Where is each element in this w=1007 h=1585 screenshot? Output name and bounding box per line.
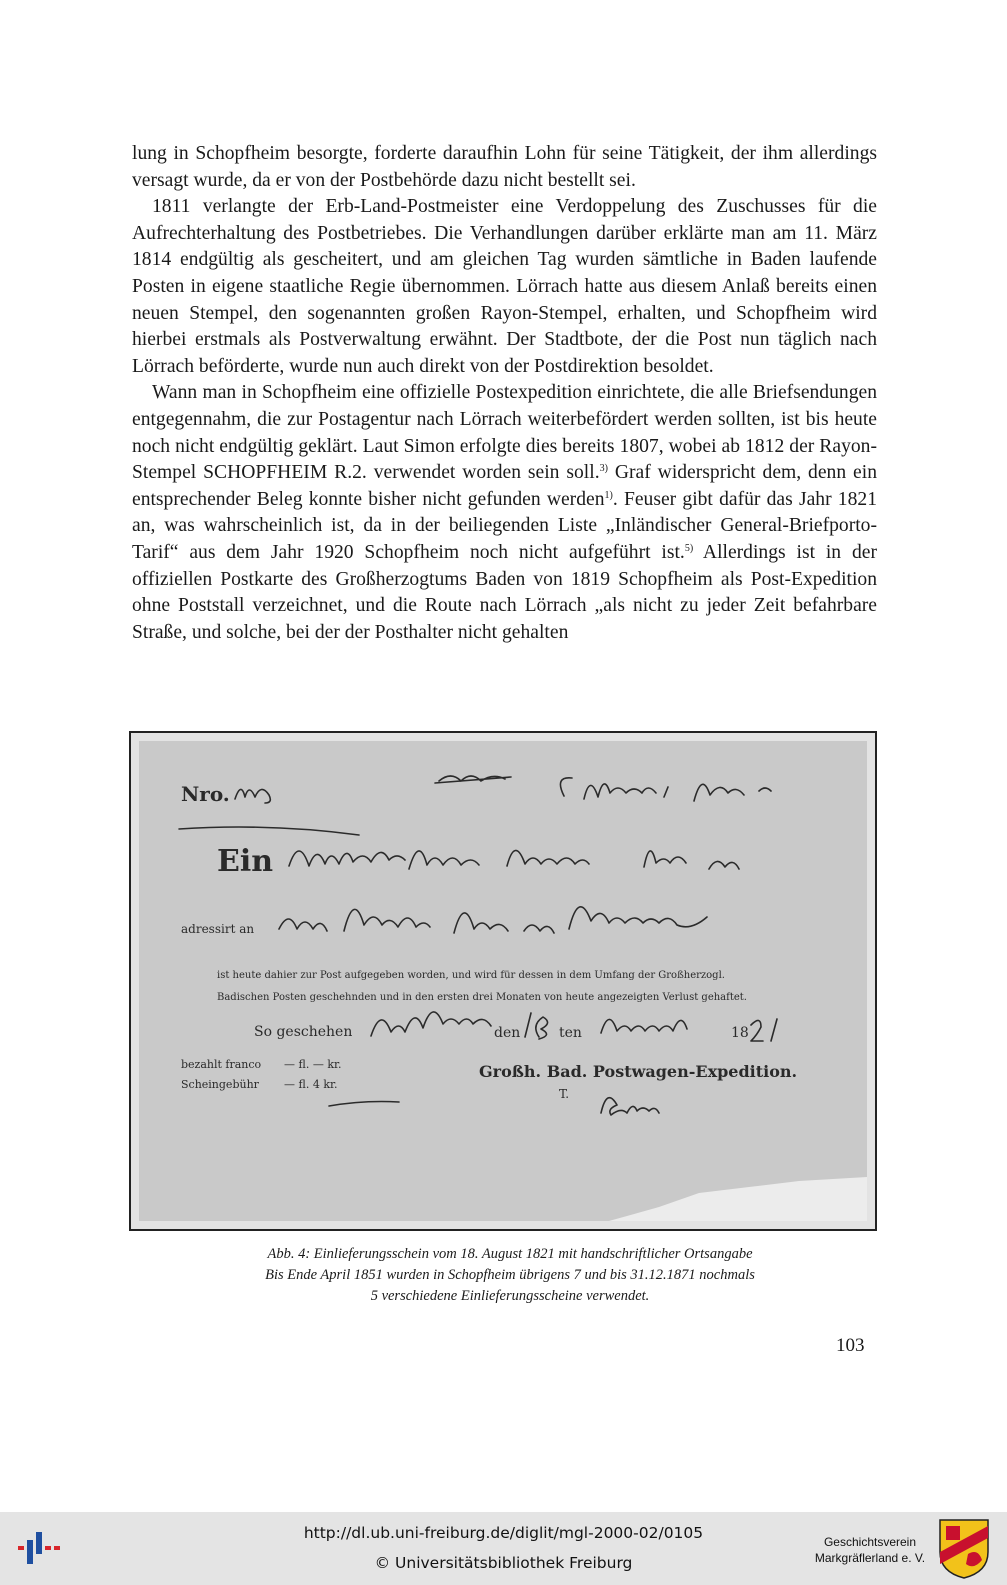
copyright-notice: © Universitätsbibliothek Freiburg [374, 1554, 633, 1572]
year-prefix: 18 [731, 1025, 749, 1041]
source-url-link[interactable]: http://dl.ub.uni-freiburg.de/diglit/mgl-2000-02/0105 [303, 1524, 704, 1542]
footer-bar [0, 1512, 1007, 1585]
caption-line: Abb. 4: Einlieferungsschein vom 18. August 1821 mit handschriftlicher Ortsangabe [267, 1246, 753, 1262]
handwritten-item-description [289, 850, 739, 869]
printed-liability-line: Badischen Posten geschehnden und in den ersten drei Monaten von heute angezeigten Verlust gehaftet. [217, 992, 747, 1003]
bezahlt-franco-value: — fl. — kr. [284, 1058, 342, 1071]
receipt-paper [139, 741, 867, 1221]
adressirt-label: adressirt an [181, 922, 255, 936]
page-number: 103 [836, 1335, 865, 1356]
fee-underline [329, 1102, 399, 1107]
receipt-photo [129, 731, 877, 1231]
society-name-line: Geschichtsverein [823, 1535, 917, 1549]
paragraph-text: Graf widerspricht dem, denn ein entsprechender Beleg konnte bisher nicht gefunden werden [132, 462, 877, 510]
caption-line: Bis Ende April 1851 wurden in Schopfheim übrigens 7 und bis 31.12.1871 nochmals [265, 1267, 755, 1283]
receipt-drawing [139, 741, 867, 1221]
so-geschehen-label: So geschehen [254, 1024, 353, 1040]
ten-label: ten [559, 1025, 582, 1041]
paragraph-text: Allerdings ist in der offiziellen Postkarte des Großherzogtums Baden von 1819 Schopfheim als Post-Expedition ohne Poststall verzeichnet, und die Route nach Lörrach „als nicht zu jeder Zeit befahrbare Straße, und solche, bei der der Posthalter nicht gehalten [132, 541, 877, 643]
handwritten-crossed-note [435, 776, 511, 783]
paragraph-text: Wann man in Schopfheim eine offizielle Postexpedition einrichtete, die alle Briefsendungen entgegennahm, die zur Postagentur nach Lörrach weiterbefördert werden sollten, ist bis heute noch nicht endgültig geklärt. Laut Simon erfolgte dies bereits 1807, wobei ab 1812 der Rayon-Stempel SCHOPFHEIM R.2. verwendet worden sein soll. [132, 382, 877, 484]
society-name-line: Markgräflerland e. V. [814, 1551, 926, 1565]
postwagen-expedition-label: Großh. Bad. Postwagen-Expedition. [479, 1062, 798, 1081]
handwritten-month-august [601, 1019, 687, 1033]
paragraph [132, 380, 877, 646]
footnote-reference: 1) [604, 489, 613, 501]
paragraph-text: . Feuser gibt dafür das Jahr 1821 an, was wahrscheinlich ist, da in der beiliegenden Liste „Inländischer General-Briefporto-Tarif“ aus dem Jahr 1920 Schopfheim noch nicht aufgeführt ist. [132, 488, 877, 563]
signature-flourish [179, 827, 359, 835]
t-label: T. [559, 1087, 570, 1101]
coat-of-arms-icon [938, 1518, 990, 1580]
body-text [132, 141, 877, 646]
handwritten-year-21 [751, 1019, 777, 1041]
nro-label: Nro. [181, 782, 230, 806]
handwritten-day-18 [525, 1013, 548, 1039]
footnote-reference: 3) [599, 463, 608, 475]
figure-caption [160, 1244, 860, 1307]
handwritten-addressee [279, 907, 707, 933]
torn-corner [609, 1177, 867, 1221]
paragraph: lung in Schopfheim besorgte, forderte daraufhin Lohn für seine Tätigkeit, der ihm allerdings versagt wurde, da er von der Postbehörde dazu nicht bestellt sei. [132, 143, 877, 191]
footnote-reference: 5) [684, 542, 694, 554]
society-name [810, 1534, 930, 1566]
handwritten-reference-note [560, 778, 771, 801]
scheingebuehr-label: Scheingebühr [181, 1078, 259, 1091]
handwritten-number [235, 789, 270, 803]
caption-line: 5 verschiedene Einlieferungsscheine verwendet. [370, 1288, 650, 1304]
bezahlt-franco-label: bezahlt franco [181, 1058, 262, 1071]
scheingebuehr-value: — fl. 4 kr. [284, 1078, 338, 1091]
handwritten-place-schopfheim [371, 1012, 491, 1036]
printed-liability-line: ist heute dahier zur Post aufgegeben worden, und wird für dessen in dem Umfang der Großherzogl. [217, 970, 725, 981]
ein-capital: Ein [217, 844, 274, 879]
den-label: den [494, 1025, 521, 1041]
clerk-signature [601, 1098, 659, 1115]
paragraph: 1811 verlangte der Erb-Land-Postmeister eine Verdoppelung des Zuschusses für die Aufrechterhaltung des Postbetriebes. Die Verhandlungen darüber erklärte man am 11. März 1814 endgültig als gescheitert, und am gleichen Tag wurden sämtliche in Baden laufende Posten in eigene staatliche Regie übernommen. Lörrach hatte aus diesem Anlaß bereits einen neuen Stempel, den sogenannten großen Rayon-Stempel, erhalten, und Schopfheim wird hierbei erstmals als Postverwaltung erwähnt. Der Stadtbote, der die Post nun täglich nach Lörrach beförderte, wurde nun auch direkt von der Postdirektion besoldet. [132, 196, 877, 377]
